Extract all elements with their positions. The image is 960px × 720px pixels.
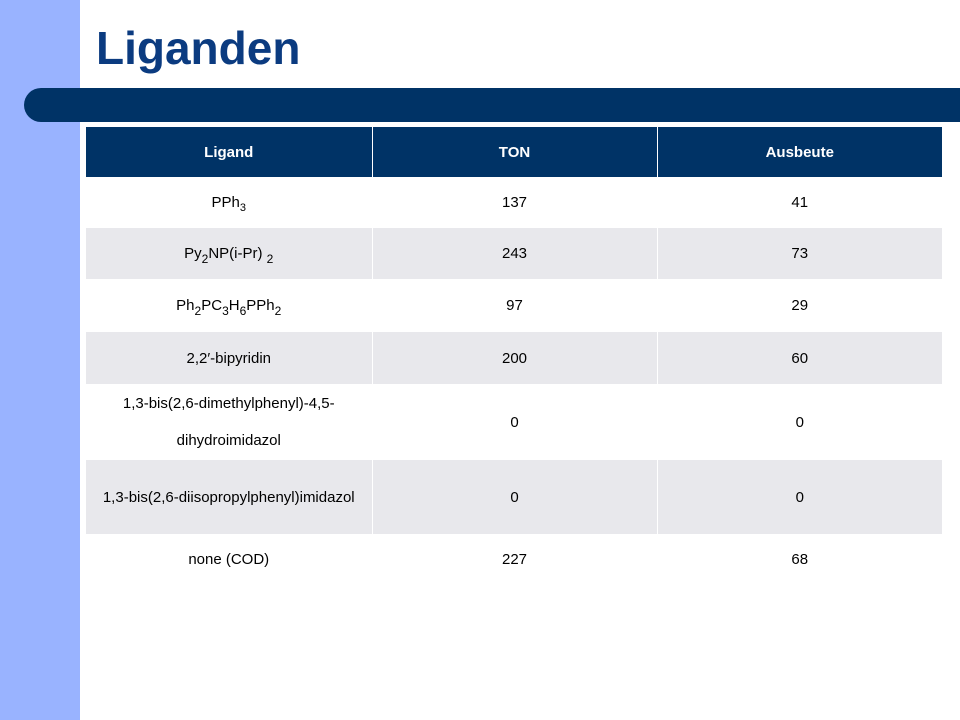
table-row [86, 534, 942, 585]
ton-cell: 0 [372, 460, 657, 534]
yield-cell: 0 [657, 460, 942, 534]
table-row [86, 177, 942, 228]
yield-cell: 0 [657, 384, 942, 460]
ligand-text: Py [184, 245, 202, 262]
column-header-yield: Ausbeute [657, 127, 942, 177]
ligand-text: Ph [176, 297, 195, 314]
ligand-text: NP(i-Pr) [208, 245, 267, 262]
table-row [86, 332, 942, 384]
yield-cell: 60 [657, 332, 942, 384]
ligand-subscript: 2 [266, 252, 274, 266]
ligand-cell [86, 228, 372, 279]
ligand-subscript: 2 [194, 304, 202, 318]
ligand-cell: none (COD) [86, 534, 372, 585]
column-header-ligand: Ligand [86, 127, 372, 177]
page-title: Liganden [96, 22, 301, 74]
ligand-subscript: 3 [222, 304, 229, 318]
table-row [86, 279, 942, 332]
ligand-cell [86, 279, 372, 332]
ligand-text: PPh [246, 297, 275, 314]
column-header-ton: TON [372, 127, 657, 177]
yield-cell: 41 [657, 177, 942, 228]
yield-cell: 29 [657, 279, 942, 332]
ligand-subscript: 6 [239, 304, 247, 318]
ligand-table [86, 127, 942, 585]
ligand-cell: 1,3-bis(2,6-dimethylphenyl)-4,5-dihydroimidazol [86, 384, 372, 460]
ton-cell: 227 [372, 534, 657, 585]
ton-cell: 0 [372, 384, 657, 460]
table-header-row [86, 127, 942, 177]
yield-cell: 73 [657, 228, 942, 279]
table-row [86, 228, 942, 279]
ton-cell: 137 [372, 177, 657, 228]
ligand-subscript: 3 [239, 202, 246, 214]
table-row [86, 460, 942, 534]
ligand-cell [86, 177, 372, 228]
ligand-subscript: 2 [274, 304, 282, 318]
ton-cell: 200 [372, 332, 657, 384]
title-underline-bar [24, 88, 960, 122]
ton-cell: 97 [372, 279, 657, 332]
ligand-text: PC [201, 297, 223, 314]
ligand-subscript: 2 [201, 252, 209, 266]
ton-cell: 243 [372, 228, 657, 279]
ligand-cell: 1,3-bis(2,6-diisopropylphenyl)imidazol [86, 460, 372, 534]
ligand-cell: 2,2′-bipyridin [86, 332, 372, 384]
table-row [86, 384, 942, 460]
yield-cell: 68 [657, 534, 942, 585]
ligand-text: PPh [211, 194, 240, 211]
ligand-text: H [228, 297, 240, 314]
